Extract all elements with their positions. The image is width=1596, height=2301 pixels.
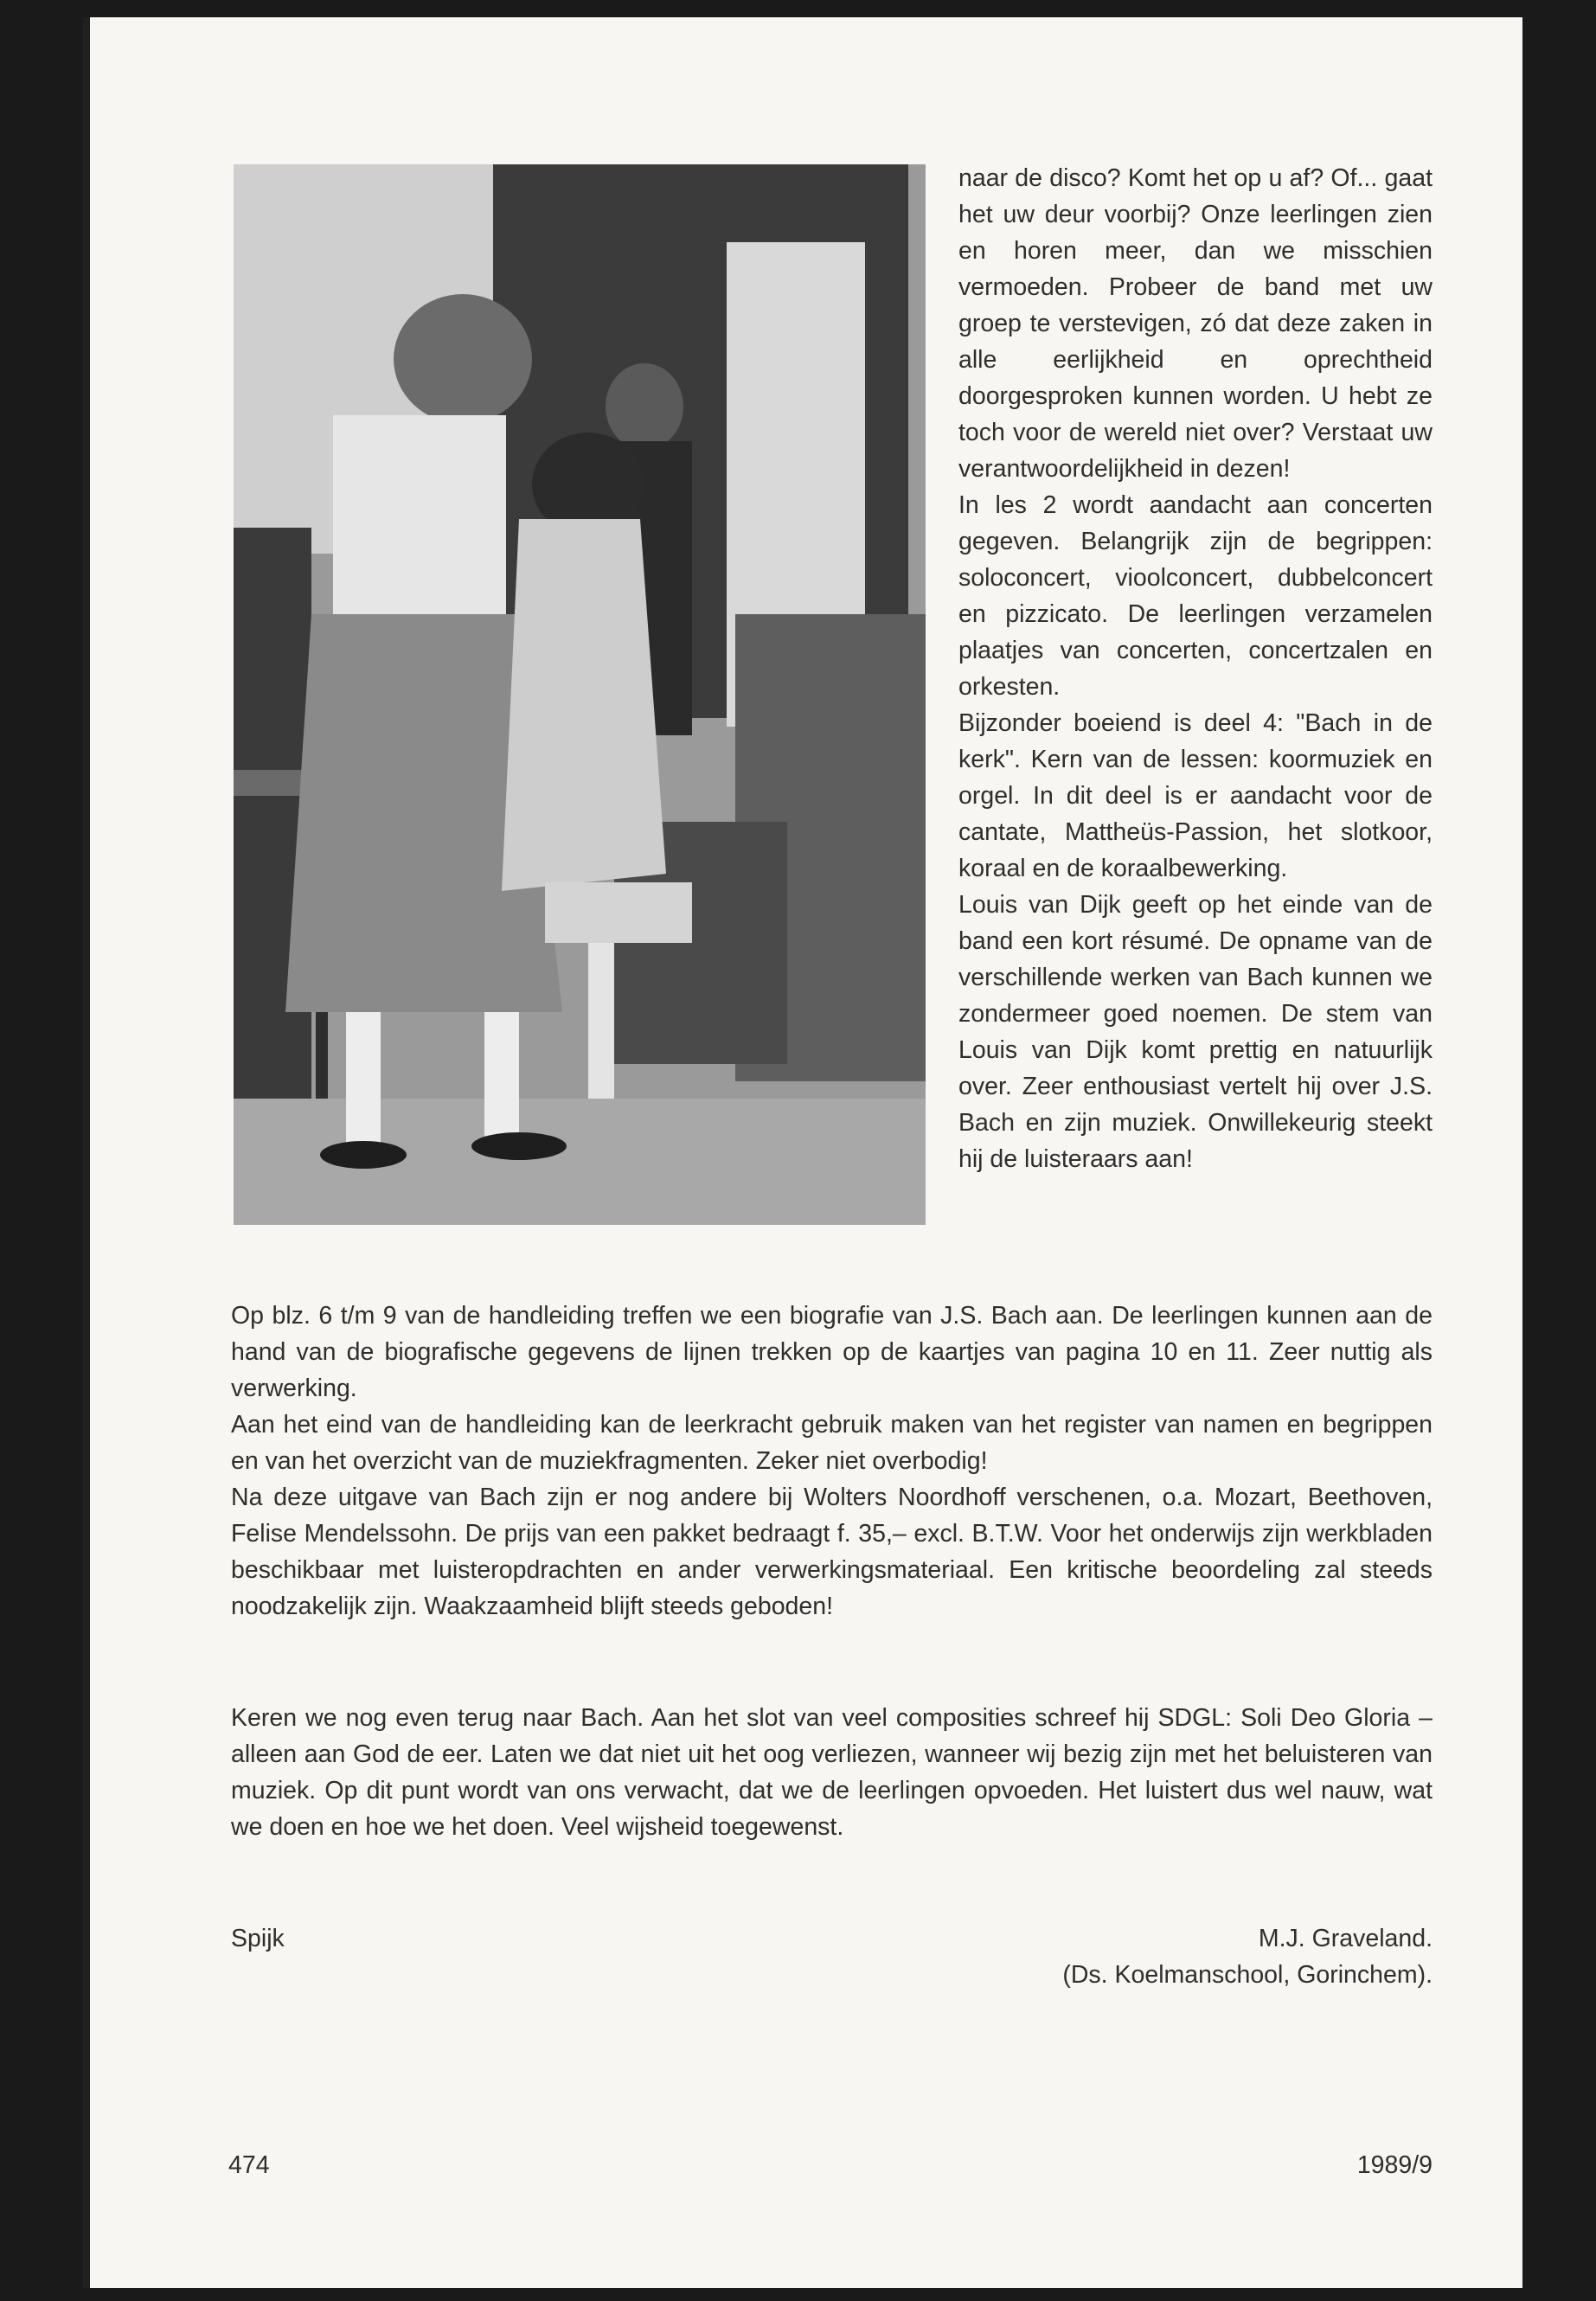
signature-place: Spijk <box>231 1925 285 1952</box>
side-paragraph-3: Bijzonder boeiend is deel 4: "Bach in de kerk". Kern van de lessen: koormuziek en orgel. In dit deel is er aandacht voor de cantate, Mattheüs-Passion, het slotkoor, koraal en de koraalbewerking. <box>958 709 1433 882</box>
side-paragraph-2: In les 2 wordt aandacht aan concerten gegeven. Belangrijk zijn de begrippen: soloconcert, vioolconcert, dubbelconcert en pizzicato. De leerlingen verzamelen plaatjes van concerten, concertzalen en orkesten. <box>958 491 1433 701</box>
side-paragraph-1: naar de disco? Komt het op u af? Of... gaat het uw deur voorbij? Onze leerlingen zien en horen meer, dan we misschien vermoeden. Probeer de band met uw groep te verstevigen, zó dat deze zaken in alle eerlijkheid en oprechtheid doorgesproken kunnen worden. U hebt ze toch voor de wereld niet over? Verstaat uw verantwoordelijkheid in dezen! <box>958 164 1433 483</box>
closing-paragraph: Keren we nog even terug naar Bach. Aan het slot van veel composities schreef hij SDGL: Soli Deo Gloria – alleen aan God de eer. Laten we dat niet uit het oog verliezen, wanneer wij bezig zijn met het beluisteren van muziek. Op dit punt wordt van ons verwacht, dat we de leerlingen opvoeden. Het luistert dus wel nauw, wat we doen en hoe we het doen. Veel wijsheid toegewenst. <box>231 1704 1433 1841</box>
signature-block <box>1062 1920 1433 1993</box>
photo-icon <box>234 164 926 1225</box>
photo-musicians-at-piano <box>234 164 926 1225</box>
side-paragraph-4: Louis van Dijk geeft op het einde van de band een kort résumé. De opname van de verschillende werken van Bach kunnen we zondermeer goed noemen. De stem van Louis van Dijk komt prettig en natuurlijk over. Zeer enthousiast vertelt hij over J.S. Bach en zijn muziek. Onwillekeurig steekt hij de luisteraars aan! <box>958 891 1433 1173</box>
full-paragraph-3: Na deze uitgave van Bach zijn er nog andere bij Wolters Noordhoff verschenen, o.a. Mozart, Beethoven, Felise Mendelssohn. De prijs van een pakket bedraagt f. 35,– excl. B.T.W. Voor het onderwijs zijn werkbladen beschikbaar met luisteropdrachten en ander verwerkingsmateriaal. Een kritische beoordeling zal steeds noodzakelijk zijn. Waakzaamheid blijft steeds geboden! <box>231 1484 1433 1620</box>
issue-number: 1989/9 <box>1356 2151 1433 2179</box>
signature-affiliation: (Ds. Koelmanschool, Gorinchem). <box>1062 1961 1433 1989</box>
document-page <box>83 17 1522 2288</box>
full-paragraph-2: Aan het eind van de handleiding kan de leerkracht gebruik maken van het register van namen en begrippen en van het overzicht van de muziekfragmenten. Zeker niet overbodig! <box>231 1411 1433 1475</box>
side-column <box>958 160 1433 1177</box>
page-number: 474 <box>228 2151 270 2179</box>
closing-section <box>231 1700 1433 1845</box>
signature-author: M.J. Graveland. <box>1258 1925 1433 1952</box>
full-width-column <box>231 1298 1433 1625</box>
full-paragraph-1: Op blz. 6 t/m 9 van de handleiding treffen we een biografie van J.S. Bach aan. De leerlingen kunnen aan de hand van de biografische gegevens de lijnen trekken op de kaartjes van pagina 10 en 11. Zeer nuttig als verwerking. <box>231 1302 1433 1402</box>
